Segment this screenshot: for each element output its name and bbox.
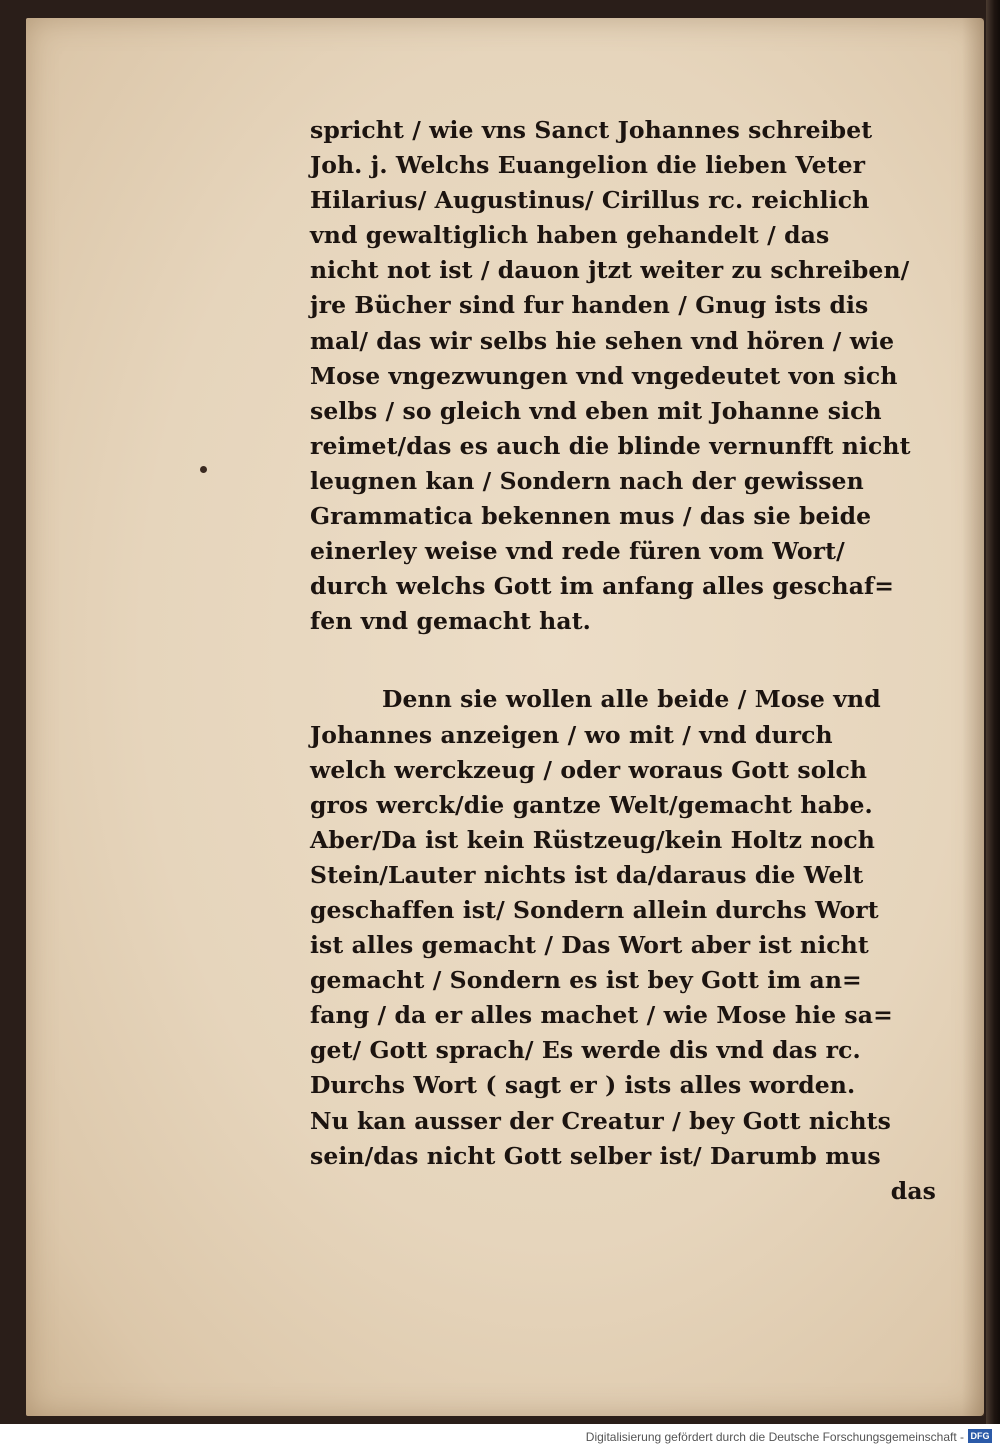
text-line: nicht not ist / dauon jtzt weiter zu schreiben/: [310, 256, 910, 285]
text-line: ist alles gemacht / Das Wort aber ist nicht: [310, 931, 869, 960]
dfg-logo: DFG: [968, 1429, 992, 1443]
paragraph-1: [310, 113, 942, 639]
text-line: sein/das nicht Gott selber ist/ Darumb mus: [310, 1141, 881, 1170]
text-line: Denn sie wollen alle beide / Mose vnd: [382, 685, 881, 714]
page-text: [310, 113, 942, 1209]
text-line: Nu kan ausser der Creatur / bey Gott nichts: [310, 1106, 891, 1135]
book-cover-edge: [986, 0, 1000, 1424]
catchword: das: [890, 1176, 936, 1205]
text-line: fen vnd gemacht hat.: [310, 607, 591, 636]
text-line: Aber/Da ist kein Rüstzeug/kein Holtz noch: [310, 825, 875, 854]
text-line: mal/ das wir selbs hie sehen vnd hören / wie: [310, 326, 895, 355]
text-line: selbs / so gleich vnd eben mit Johanne sich: [310, 396, 882, 425]
text-line: welch werckzeug / oder woraus Gott solch: [310, 755, 868, 784]
text-line: Hilarius/ Augustinus/ Cirillus rc. reichlich: [310, 186, 870, 215]
text-line: reimet/das es auch die blinde vernunfft nicht: [310, 431, 911, 460]
text-line: einerley weise vnd rede füren vom Wort/: [310, 537, 845, 566]
text-line: jre Bücher sind fur handen / Gnug ists dis: [310, 291, 869, 320]
text-line: gemacht / Sondern es ist bey Gott im an=: [310, 966, 862, 995]
text-line: spricht / wie vns Sanct Johannes schreibet: [310, 116, 873, 144]
text-line: durch welchs Gott im anfang alles geschaf=: [310, 572, 895, 601]
text-line: fang / da er alles machet / wie Mose hie sa=: [310, 1001, 893, 1030]
text-line: geschaffen ist/ Sondern allein durchs Wort: [310, 895, 879, 924]
text-line: vnd gewaltiglich haben gehandelt / das: [310, 221, 830, 250]
text-line: get/ Gott sprach/ Es werde dis vnd das rc.: [310, 1036, 861, 1065]
text-line: Mose vngezwungen vnd vngedeutet von sich: [310, 361, 898, 390]
text-line: Stein/Lauter nichts ist da/daraus die Welt: [310, 860, 864, 889]
paragraph-2: [310, 682, 942, 1173]
ink-spot: [200, 466, 207, 473]
text-line: Durchs Wort ( sagt er ) ists alles worden.: [310, 1071, 856, 1100]
footer-credit: Digitalisierung gefördert durch die Deutsche Forschungsgemeinschaft -: [585, 1430, 964, 1444]
text-line: Joh. j. Welchs Euangelion die lieben Veter: [310, 151, 866, 180]
text-line: gros werck/die gantze Welt/gemacht habe.: [310, 790, 873, 819]
text-line: Grammatica bekennen mus / das sie beide: [310, 502, 872, 531]
text-line: leugnen kan / Sondern nach der gewissen: [310, 466, 864, 495]
text-line: Johannes anzeigen / wo mit / vnd durch: [310, 720, 833, 749]
